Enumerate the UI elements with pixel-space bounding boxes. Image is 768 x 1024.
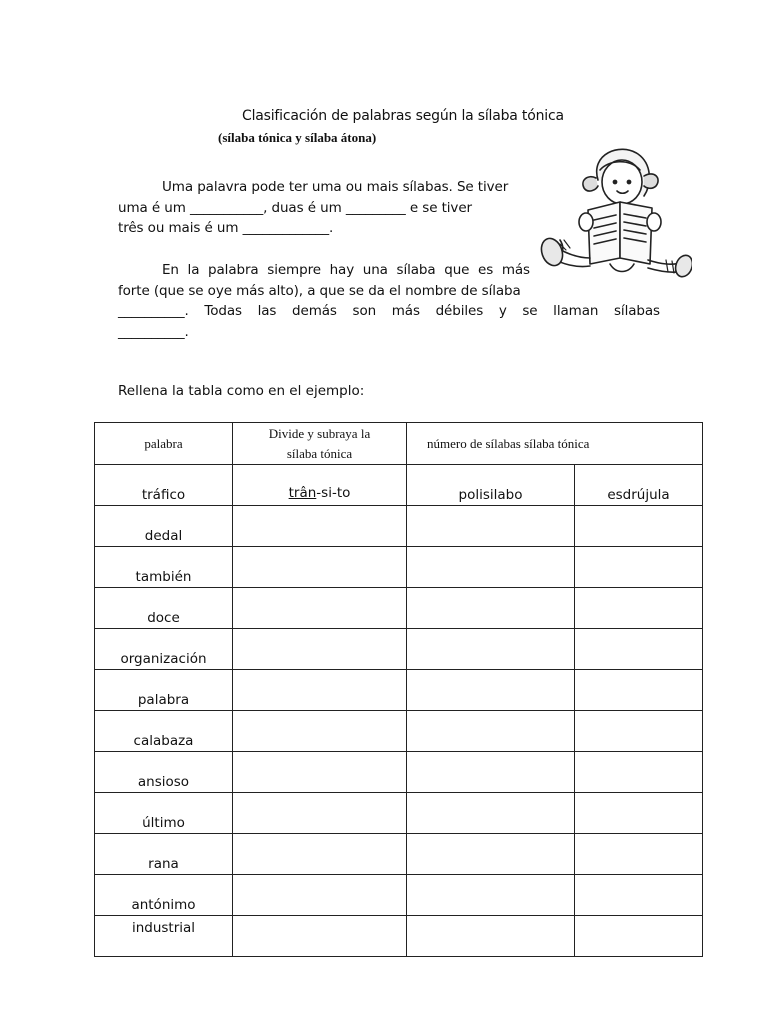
count-answer-cell[interactable] — [407, 875, 575, 916]
word-cell: último — [95, 793, 233, 834]
table-header-row — [95, 423, 703, 465]
paragraph1-line2: uma é um ___________, duas é um _________ e se tiver — [118, 199, 472, 216]
table-row — [95, 916, 703, 957]
example-other-syllables: -si-to — [316, 485, 351, 501]
syllable-table — [94, 422, 703, 957]
division-answer-cell[interactable] — [233, 711, 407, 752]
paragraph2-line2: forte (que se oye más alto), a que se da el nombre de sílaba — [118, 282, 521, 299]
word-cell: rana — [95, 834, 233, 875]
table-row — [95, 547, 703, 588]
header-word: palabra — [95, 423, 233, 465]
table-row — [95, 629, 703, 670]
paragraph-tonic-syllable-bottom — [118, 301, 660, 342]
count-answer-cell[interactable] — [407, 793, 575, 834]
type-answer-cell[interactable] — [575, 711, 703, 752]
type-answer-cell[interactable] — [575, 506, 703, 547]
word-cell: también — [95, 547, 233, 588]
division-answer-cell[interactable] — [233, 752, 407, 793]
division-answer-cell[interactable] — [233, 506, 407, 547]
table-row — [95, 506, 703, 547]
division-answer-cell[interactable] — [233, 793, 407, 834]
type-answer-cell[interactable] — [575, 916, 703, 957]
word-cell: industrial — [95, 916, 233, 957]
girl-reading-book-icon — [540, 140, 692, 280]
word-cell: calabaza — [95, 711, 233, 752]
paragraph2-line1: En la palabra siempre hay una sílaba que es más — [162, 262, 530, 278]
paragraph2-line4: __________. — [118, 323, 189, 340]
paragraph-syllable-count — [118, 177, 528, 239]
header-division: Divide y subraya la sílaba tónica — [233, 423, 407, 465]
division-answer-cell[interactable] — [233, 875, 407, 916]
example-tonic-syllable: trân — [288, 485, 317, 501]
type-answer-cell[interactable] — [575, 834, 703, 875]
division-answer-cell[interactable] — [233, 834, 407, 875]
example-count: polisilabo — [407, 465, 575, 506]
table-row — [95, 793, 703, 834]
count-answer-cell[interactable] — [407, 629, 575, 670]
paragraph1-line3: três ou mais é um _____________. — [118, 220, 334, 236]
count-answer-cell[interactable] — [407, 670, 575, 711]
count-answer-cell[interactable] — [407, 916, 575, 957]
page-subtitle: (sílaba tónica y sílaba átona) — [218, 130, 377, 145]
division-answer-cell[interactable] — [233, 916, 407, 957]
division-answer-cell[interactable] — [233, 670, 407, 711]
example-division — [233, 465, 407, 506]
table-row-example — [95, 465, 703, 506]
type-answer-cell[interactable] — [575, 629, 703, 670]
type-answer-cell[interactable] — [575, 752, 703, 793]
paragraph2-line3: __________. Todas las demás son más débiles y se llaman sílabas — [118, 303, 660, 319]
paragraph1-line1: Uma palavra pode ter uma ou mais sílabas. Se tiver — [162, 179, 509, 195]
count-answer-cell[interactable] — [407, 834, 575, 875]
example-type: esdrújula — [575, 465, 703, 506]
table-row — [95, 670, 703, 711]
count-answer-cell[interactable] — [407, 752, 575, 793]
table-row — [95, 588, 703, 629]
type-answer-cell[interactable] — [575, 793, 703, 834]
type-answer-cell[interactable] — [575, 670, 703, 711]
page-title: Clasificación de palabras según la sílaba tónica — [242, 108, 564, 124]
word-cell: doce — [95, 588, 233, 629]
word-cell: dedal — [95, 506, 233, 547]
count-answer-cell[interactable] — [407, 506, 575, 547]
type-answer-cell[interactable] — [575, 588, 703, 629]
word-cell: ansioso — [95, 752, 233, 793]
table-instruction: Rellena la tabla como en el ejemplo: — [118, 383, 365, 399]
word-cell: antónimo — [95, 875, 233, 916]
header-count-and-type: número de sílabas sílaba tónica — [407, 423, 703, 465]
division-answer-cell[interactable] — [233, 588, 407, 629]
table-row — [95, 711, 703, 752]
count-answer-cell[interactable] — [407, 588, 575, 629]
word-cell: organización — [95, 629, 233, 670]
division-answer-cell[interactable] — [233, 547, 407, 588]
table-row — [95, 875, 703, 916]
word-cell: palabra — [95, 670, 233, 711]
type-answer-cell[interactable] — [575, 547, 703, 588]
count-answer-cell[interactable] — [407, 547, 575, 588]
paragraph-tonic-syllable-top — [118, 260, 530, 301]
table-row — [95, 752, 703, 793]
type-answer-cell[interactable] — [575, 875, 703, 916]
division-answer-cell[interactable] — [233, 629, 407, 670]
example-word: tráfico — [95, 465, 233, 506]
table-row — [95, 834, 703, 875]
count-answer-cell[interactable] — [407, 711, 575, 752]
